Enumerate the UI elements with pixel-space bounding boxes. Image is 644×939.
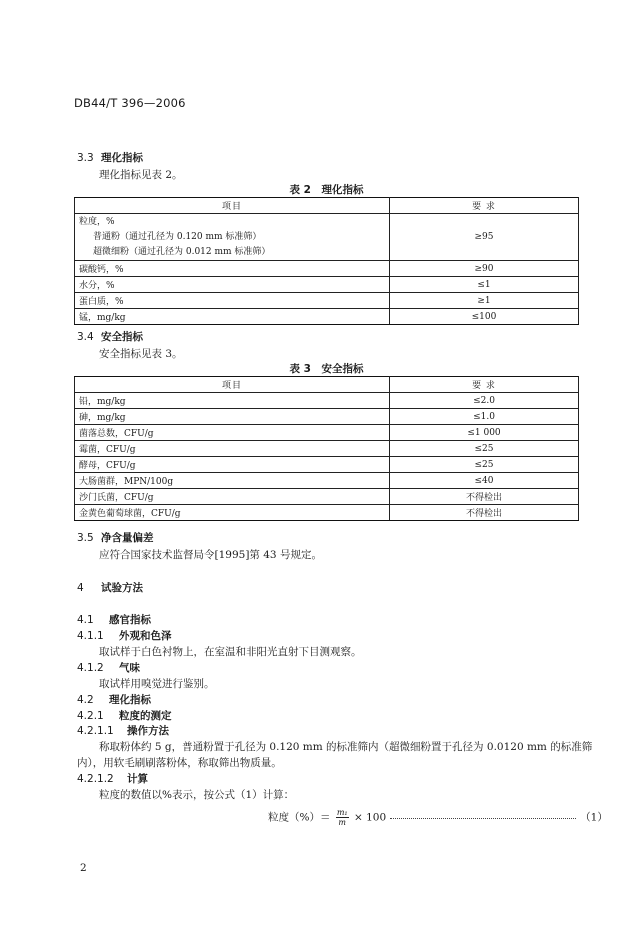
- cell-requirement: ≤25: [390, 441, 579, 457]
- cell-requirement: ≤25: [390, 457, 579, 473]
- section-title: 外观和色泽: [119, 630, 172, 642]
- col-header-requirement: 要 求: [390, 198, 579, 214]
- section-number: 3.4: [77, 331, 94, 343]
- section-3-4-text: 安全指标见表 3。: [99, 348, 183, 360]
- section-4-heading: [77, 580, 143, 595]
- cell-item: 酵母，CFU/g: [75, 457, 390, 473]
- cell-item: 金黄色葡萄球菌，CFU/g: [75, 505, 390, 521]
- formula-1: [268, 808, 608, 827]
- section-number: 4.2: [77, 694, 94, 706]
- formula-fraction: [336, 808, 349, 827]
- section-4-1-2-heading: [77, 660, 140, 675]
- cell-item: 碳酸钙，%: [75, 261, 390, 277]
- equation-number: （1）: [580, 811, 608, 824]
- section-number: 4.2.1.2: [77, 773, 114, 785]
- table-row: [75, 489, 579, 505]
- cell-requirement: ≤1.0: [390, 409, 579, 425]
- table-row: [75, 393, 579, 409]
- section-number: 3.5: [77, 532, 94, 544]
- table-3-caption: 表 3 安全指标: [289, 363, 364, 375]
- page-number: 2: [80, 862, 87, 874]
- table-row: [75, 309, 579, 325]
- table-row: [75, 409, 579, 425]
- section-number: 4.2.1: [77, 710, 104, 722]
- formula-numerator: m₁: [336, 808, 348, 817]
- section-4-2-1-1-text-line2: 内），用软毛刷刷落粉体，称取筛出物质量。: [77, 757, 282, 769]
- table-row: [75, 293, 579, 309]
- section-4-2-heading: [77, 692, 151, 707]
- cell-item: 锰，mg/kg: [75, 309, 390, 325]
- section-4-2-1-2-text: 粒度的数值以%表示，按公式（1）计算：: [99, 789, 295, 801]
- cell-requirement: ≥90: [390, 261, 579, 277]
- cell-item: 大肠菌群，MPN/100g: [75, 473, 390, 489]
- table-row: [75, 277, 579, 293]
- col-header-item: 项目: [75, 198, 390, 214]
- cell-requirement: 不得检出: [390, 505, 579, 521]
- section-number: 4: [77, 582, 84, 594]
- leader-dots: [390, 818, 576, 819]
- cell-requirement: ≤2.0: [390, 393, 579, 409]
- section-title: 操作方法: [127, 725, 169, 737]
- cell-item: 菌落总数，CFU/g: [75, 425, 390, 441]
- section-number: 3.3: [77, 152, 94, 164]
- cell-requirement: 不得检出: [390, 489, 579, 505]
- cell-requirement: ≤100: [390, 309, 579, 325]
- col-header-requirement: 要 求: [390, 377, 579, 393]
- section-4-1-1-heading: [77, 628, 172, 643]
- cell-item: 砷，mg/kg: [75, 409, 390, 425]
- cell-requirement: ≤1 000: [390, 425, 579, 441]
- formula-denominator: m: [338, 818, 347, 827]
- cell-item: [75, 214, 390, 261]
- section-title: 试验方法: [101, 582, 143, 594]
- section-4-2-1-1-heading: [77, 723, 169, 738]
- table-2-caption: 表 2 理化指标: [289, 184, 364, 196]
- section-4-1-heading: [77, 612, 151, 627]
- cell-item: 霉菌，CFU/g: [75, 441, 390, 457]
- section-4-2-1-heading: [77, 708, 172, 723]
- section-3-4-heading: [77, 329, 143, 344]
- cell-requirement: ≥1: [390, 293, 579, 309]
- cell-requirement: ≤40: [390, 473, 579, 489]
- document-code-header: DB44/T 396—2006: [74, 96, 186, 110]
- row-sublabel: 普通粉（通过孔径为 0.120 mm 标准筛）: [93, 231, 262, 242]
- section-3-5-heading: [77, 530, 154, 545]
- table-row: [75, 473, 579, 489]
- section-title: 粒度的测定: [119, 710, 172, 722]
- table-3: [74, 376, 579, 521]
- section-4-2-1-1-text-line1: 称取粉体约 5 g，普通粉置于孔径为 0.120 mm 的标准筛内（超微细粉置于孔径为 0.0120 mm 的标准筛: [99, 741, 593, 753]
- section-3-5-text: 应符合国家技术监督局令[1995]第 43 号规定。: [99, 549, 322, 561]
- cell-requirement: ≤1: [390, 277, 579, 293]
- section-number: 4.1.1: [77, 630, 104, 642]
- cell-item: 铅，mg/kg: [75, 393, 390, 409]
- table-header-row: [75, 198, 579, 214]
- section-3-3-heading: [77, 150, 143, 165]
- section-title: 净含量偏差: [101, 532, 154, 544]
- formula-rhs: × 100: [353, 811, 387, 824]
- section-number: 4.2.1.1: [77, 725, 114, 737]
- table-row: [75, 441, 579, 457]
- table-2: [74, 197, 579, 325]
- table-row: [75, 214, 579, 261]
- section-title: 气味: [119, 662, 140, 674]
- section-title: 理化指标: [101, 152, 143, 164]
- cell-item: 蛋白质，%: [75, 293, 390, 309]
- table-header-row: [75, 377, 579, 393]
- cell-requirement: ≥95: [390, 214, 579, 261]
- cell-item: 沙门氏菌，CFU/g: [75, 489, 390, 505]
- row-sublabel: 超微细粉（通过孔径为 0.012 mm 标准筛）: [93, 246, 271, 257]
- section-title: 感官指标: [109, 614, 151, 626]
- table-row: [75, 425, 579, 441]
- section-3-3-text: 理化指标见表 2。: [99, 169, 183, 181]
- section-4-1-2-text: 取试样用嗅觉进行鉴别。: [99, 678, 215, 690]
- section-number: 4.1.2: [77, 662, 104, 674]
- section-title: 理化指标: [109, 694, 151, 706]
- table-row: [75, 457, 579, 473]
- section-number: 4.1: [77, 614, 94, 626]
- section-4-2-1-2-heading: [77, 771, 148, 786]
- table-row: [75, 505, 579, 521]
- row-label: 粒度，%: [79, 216, 115, 227]
- formula-lhs: 粒度（%）＝: [268, 811, 331, 824]
- section-4-1-1-text: 取试样于白色衬物上，在室温和非阳光直射下目测观察。: [99, 646, 362, 658]
- section-title: 安全指标: [101, 331, 143, 343]
- section-title: 计算: [127, 773, 148, 785]
- col-header-item: 项目: [75, 377, 390, 393]
- cell-item: 水分，%: [75, 277, 390, 293]
- table-row: [75, 261, 579, 277]
